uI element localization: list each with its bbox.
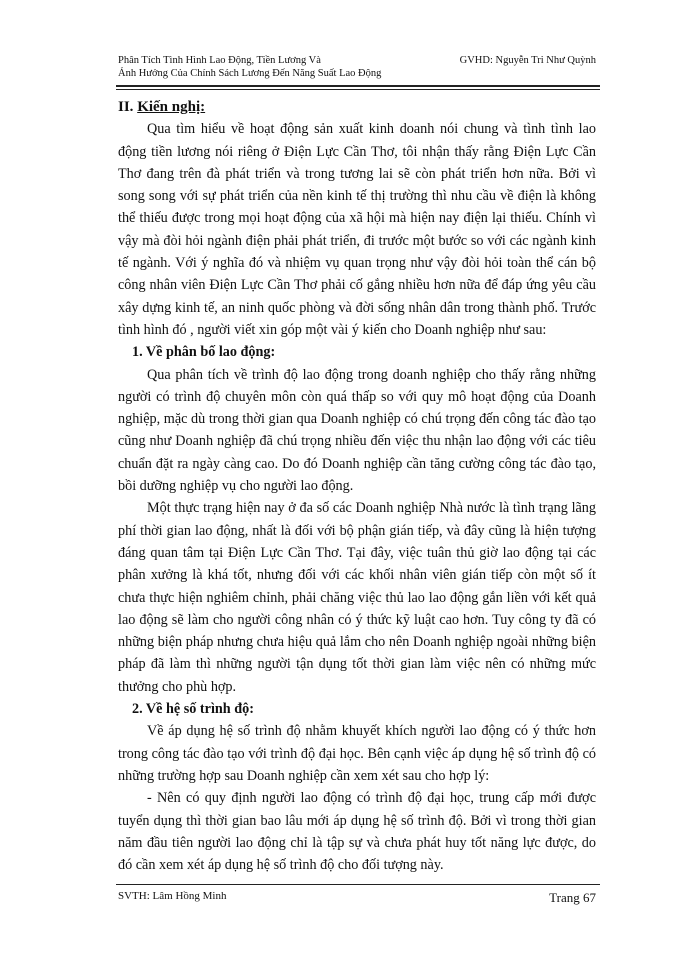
header-advisor: GVHD: Nguyễn Tri Như Quỳnh [459, 55, 596, 66]
subsection-1-title: 1. Về phân bố lao động: [132, 344, 276, 361]
header-rule-thick [116, 85, 600, 87]
section-heading [118, 96, 596, 118]
page-footer [118, 890, 596, 906]
footer-student: SVTH: Lâm Hồng Minh [118, 890, 227, 902]
section-title: Kiến nghị: [137, 99, 206, 115]
footer-rule [116, 884, 600, 885]
page-header [118, 54, 596, 80]
page-content [118, 96, 596, 876]
header-title-line2: Ảnh Hưởng Của Chính Sách Lương Đến Năng Suất Lao Động [118, 68, 382, 79]
footer-page-number: Trang 67 [549, 890, 596, 905]
header-rule-thin [116, 89, 600, 90]
section-number: II. [118, 99, 134, 115]
intro-paragraph: Qua tìm hiểu về hoạt động sản xuất kinh doanh nói chung và tình tình lao động tiền lương nói riêng ở Điện Lực Cần Thơ, tôi nhận thấy rằng Điện Lực Cần Thơ đang trên đà phát triển và trong tương lai sẽ còn phát triển hơn nữa. Bởi vì song song với sự phát triển của nền kinh tế thị trường thì nhu cầu về điện là không thể thiếu được trong mọi hoạt động của xã hội mà hiện nay điện lại thiếu. Chính vì vậy mà đòi hỏi ngành điện phải phát triển, đi trước một bước so với các ngành kinh tế ngành. Với ý nghĩa đó và nhiệm vụ quan trọng như vậy đòi hỏi toàn thể cán bộ công nhân viên Điện Lực Cần Thơ phải cố gắng nhiều hơn nữa để đáp ứng yêu cầu xây dựng kinh tế, an ninh quốc phòng và đời sống nhân dân trong thành phố. Trước tình hình đó , người viết xin góp một vài ý kiến cho Doanh nghiệp như sau: [118, 121, 596, 338]
subsection-1-paragraph-1: Qua phân tích về trình độ lao động trong doanh nghiệp cho thấy rằng những người có trình độ chuyên môn còn quá thấp so với quy mô hoạt động của Doanh nghiệp, mặc dù trong thời gian qua Doanh nghiệp có chú trọng đến công tác đào tạo cũng như Doanh nghiệp đã chú trọng nhiều đến việc thu nhận lao động với các tiêu chuẩn đặt ra ngày càng cao. Do đó Doanh nghiệp cần tăng cường công tác đào tạo, bồi dưỡng nghiệp vụ cho người lao động. [118, 366, 596, 495]
subsection-2-paragraph-1: Về áp dụng hệ số trình độ nhằm khuyết khích người lao động có ý thức hơn trong công tác đào tạo với trình độ đại học. Bên cạnh việc áp dụng hệ số trình độ có những trường hợp sau Doanh nghiệp cần xem xét sau cho hợp lý: [118, 723, 596, 784]
subsection-1-paragraph-2: Một thực trạng hiện nay ở đa số các Doanh nghiệp Nhà nước là tình trạng lãng phí thời gian lao động, nhất là đối với bộ phận gián tiếp, và đây cũng là hiện tượng đáng quan tâm tại Điện Lực Cần Thơ. Tại đây, việc tuân thủ giờ lao động tại các phân xưởng là khá tốt, nhưng đối với các khối nhân viên gián tiếp còn một số ít chưa thực hiện nghiêm chỉnh, phải chăng việc thủ lao lao động gắn liền với kết quả lao động sẽ làm cho người công nhân có ý thức kỹ luật cao hơn. Tuy công ty đã có những biện pháp nhưng chưa hiệu quả lắm cho nên Doanh nghiệp ngoài những biện pháp đã làm thì những người tận dụng tốt thời gian làm việc nên có những mức thưởng cho phù hợp. [118, 500, 596, 695]
subsection-2-title: 2. Về hệ số trình độ: [132, 701, 254, 718]
header-title [118, 54, 381, 80]
header-title-line1: Phân Tích Tình Hình Lao Động, Tiền Lương Và [118, 55, 321, 66]
subsection-2-paragraph-2: - Nên có quy định người lao động có trình độ đại học, trung cấp mới được tuyển dụng thì thời gian bao lâu mới áp dụng hệ số trình độ. Bởi vì trong thời gian năm đầu tiên người lao động chỉ là tập sự và chưa phát huy tốt năng lực được, do đó cần xem xét áp dụng hệ số trình độ cho đối tượng này. [118, 790, 596, 874]
